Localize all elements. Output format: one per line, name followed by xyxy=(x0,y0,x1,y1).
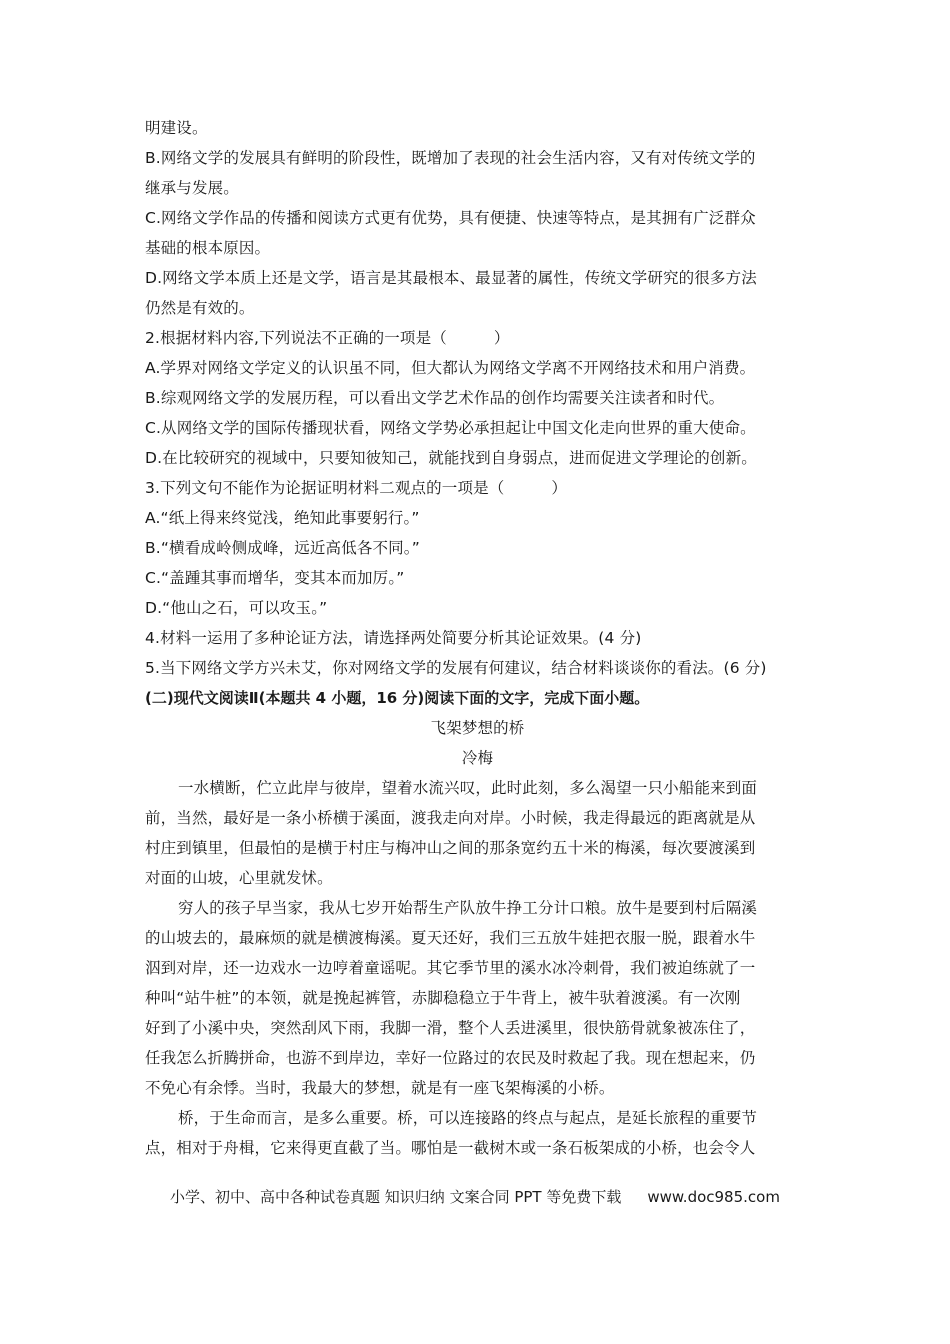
article-line: 村庄到镇里，但最怕的是横于村庄与梅冲山之间的那条宽约五十米的梅溪，每次要渡溪到 xyxy=(145,839,756,857)
article-line: 的山坡去的，最麻烦的就是横渡梅溪。夏天还好，我们三五放牛娃把衣服一脱，跟着水牛 xyxy=(145,929,756,947)
question-line: B.综观网络文学的发展历程，可以看出文学艺术作品的创作均需要关注读者和时代。 xyxy=(145,389,725,407)
question-line: D.“他山之石，可以攻玉。” xyxy=(145,599,328,617)
footer-text: 小学、初中、高中各种试卷真题 知识归纳 文案合同 PPT 等免费下载 xyxy=(170,1188,622,1206)
article-line: 点，相对于舟楫，它来得更直截了当。哪怕是一截树木或一条石板架成的小桥，也会令人 xyxy=(145,1139,756,1157)
article-line: 前，当然，最好是一条小桥横于溪面，渡我走向对岸。小时候，我走得最远的距离就是从 xyxy=(145,809,756,827)
article-line: 桥，于生命而言，是多么重要。桥，可以连接路的终点与起点，是延长旅程的重要节 xyxy=(178,1109,758,1127)
question-line: 仍然是有效的。 xyxy=(145,299,255,317)
question-line: B.网络文学的发展具有鲜明的阶段性，既增加了表现的社会生活内容，又有对传统文学的 xyxy=(145,149,756,167)
question-line: C.“盖踵其事而增华，变其本而加厉。” xyxy=(145,569,405,587)
question-line: C.网络文学作品的传播和阅读方式更有优势，具有便捷、快速等特点，是其拥有广泛群众 xyxy=(145,209,756,227)
article-line: 穷人的孩子早当家，我从七岁开始帮生产队放牛挣工分计口粮。放牛是要到村后隔溪 xyxy=(178,899,758,917)
article-line: 不免心有余悸。当时，我最大的梦想，就是有一座飞架梅溪的小桥。 xyxy=(145,1079,615,1097)
question-line: A.“纸上得来终觉浅，绝知此事要躬行。” xyxy=(145,509,420,527)
page-content xyxy=(145,113,810,1163)
article-author: 冷梅 xyxy=(461,749,494,767)
article-line: 对面的山坡，心里就发怵。 xyxy=(145,869,333,887)
page-footer xyxy=(0,1186,950,1207)
article-line: 泅到对岸，还一边戏水一边哼着童谣呢。其它季节里的溪水冰冷刺骨，我们被迫练就了一 xyxy=(145,959,756,977)
question-line: 基础的根本原因。 xyxy=(145,239,271,257)
article-body xyxy=(145,773,810,1163)
question-line: B.“横看成岭侧成峰，远近高低各不同。” xyxy=(145,539,420,557)
article-line: 任我怎么折腾拼命，也游不到岸边，幸好一位路过的农民及时救起了我。现在想起来，仍 xyxy=(145,1049,756,1067)
question-line: 4.材料一运用了多种论证方法，请选择两处简要分析其论证效果。(4 分) xyxy=(145,629,642,647)
question-line: D.在比较研究的视域中，只要知彼知己，就能找到自身弱点，进而促进文学理论的创新。 xyxy=(145,449,757,467)
question-block xyxy=(145,113,810,683)
article-line: 种叫“站牛桩”的本领，就是挽起裤管，赤脚稳稳立于牛背上，被牛驮着渡溪。有一次刚 xyxy=(145,989,741,1007)
article-line: 一水横断，伫立此岸与彼岸，望着水流兴叹，此时此刻，多么渴望一只小船能来到面 xyxy=(178,779,758,797)
question-line: D.网络文学本质上还是文学，语言是其最根本、最显著的属性，传统文学研究的很多方法 xyxy=(145,269,757,287)
question-line: C.从网络文学的国际传播现状看，网络文学势必承担起让中国文化走向世界的重大使命。 xyxy=(145,419,756,437)
article-line: 好到了小溪中央，突然刮风下雨，我脚一滑，整个人丢进溪里，很快筋骨就象被冻住了， xyxy=(145,1019,756,1037)
question-line: A.学界对网络文学定义的认识虽不同，但大都认为网络文学离不开网络技术和用户消费。 xyxy=(145,359,756,377)
question-line: 5.当下网络文学方兴未艾，你对网络文学的发展有何建议，结合材料谈谈你的看法。(6 分) xyxy=(145,659,767,677)
footer-site: www.doc985.com xyxy=(647,1188,780,1206)
question-line: 3.下列文句不能作为论据证明材料二观点的一项是（ ） xyxy=(145,479,567,497)
question-line: 继承与发展。 xyxy=(145,179,239,197)
question-line: 2.根据材料内容,下列说法不正确的一项是（ ） xyxy=(145,329,510,347)
question-line: 明建设。 xyxy=(145,119,208,137)
section-heading: (二)现代文阅读Ⅱ(本题共 4 小题，16 分)阅读下面的文字，完成下面小题。 xyxy=(145,689,650,707)
article-title: 飞架梦想的桥 xyxy=(430,719,525,737)
